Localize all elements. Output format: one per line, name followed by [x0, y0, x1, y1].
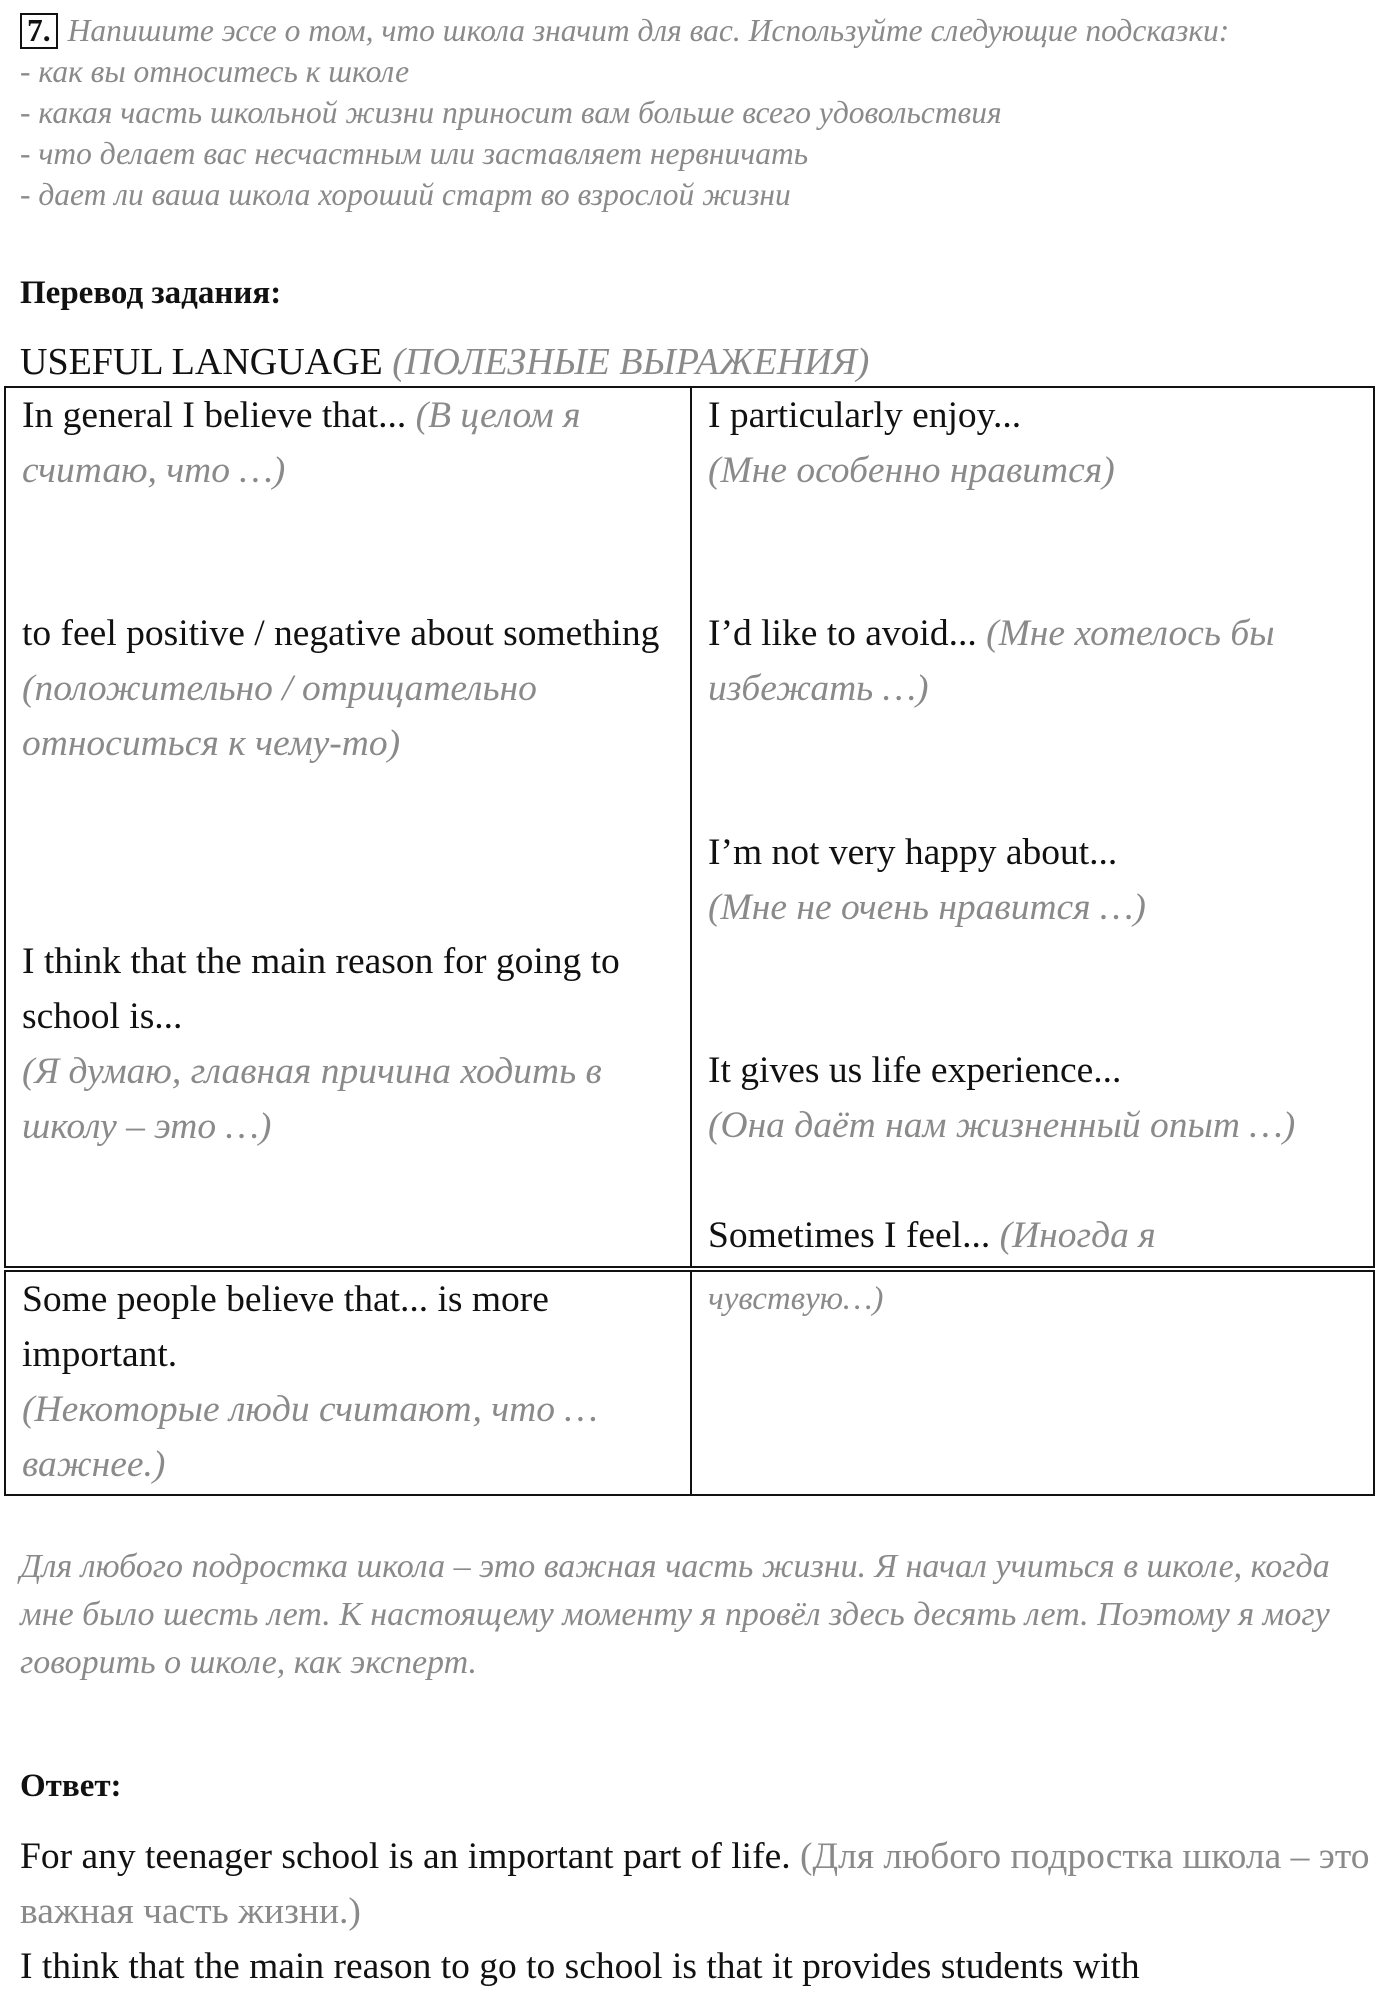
answer-heading: Ответ:: [20, 1768, 122, 1804]
phrase-en: Some people believe that... is more important.: [22, 1279, 549, 1375]
task-intro: Напишите эссе о том, что школа значит для вас. Используйте следующие подсказки:: [67, 13, 1230, 48]
phrase-en: I’d like to avoid...: [708, 613, 977, 654]
phrase-ru: чувствую…): [708, 1281, 884, 1317]
phrase-en: It gives us life experience...: [708, 1050, 1122, 1091]
phrase-en: I’m not very happy about...: [708, 832, 1118, 873]
phrase-item: [708, 1043, 1373, 1153]
answer-sentence-en: For any teenager school is an important part of life.: [20, 1836, 791, 1877]
task-hint: - какая часть школьной жизни приносит вам больше всего удовольствия: [20, 95, 1002, 130]
phrase-en: Sometimes I feel...: [708, 1215, 991, 1256]
phrase-ru: (Я думаю, главная причина ходить в школу – это …): [22, 1051, 602, 1147]
phrase-item: [22, 1272, 682, 1492]
phrase-item: [708, 825, 1373, 935]
phrase-ru: (Мне хотелось бы избежать …): [708, 613, 1275, 709]
table-left-column: [6, 388, 692, 1266]
answer-sentence-en: I think that the main reason to go to school is that it provides students with: [20, 1946, 1140, 1987]
table-left-column: [6, 1272, 692, 1494]
task-number: 7.: [20, 13, 58, 49]
phrase-en: I particularly enjoy...: [708, 395, 1022, 436]
phrase-item: [708, 1208, 1373, 1263]
table-right-column: [692, 388, 1373, 1266]
phrase-ru: (Мне не очень нравится …): [708, 887, 1146, 928]
phrase-item: [708, 606, 1373, 716]
phrase-en: I think that the main reason for going to school is...: [22, 941, 620, 1037]
phrase-item: [22, 606, 682, 771]
phrase-en: to feel positive / negative about something: [22, 613, 660, 654]
task-hint: - как вы относитесь к школе: [20, 54, 410, 89]
answer-sentence-ru: (Для любого подростка школа – это важная часть жизни.): [20, 1836, 1370, 1932]
answer-text: [20, 1829, 1390, 1994]
essay-ru: Для любого подростка школа – это важная часть жизни. Я начал учиться в школе, когда мне было шесть лет. К настоящему моменту я провёл здесь десять лет. Поэтому я могу говорить о школе, как эксперт.: [20, 1548, 1330, 1681]
phrase-item: [22, 388, 682, 498]
phrase-ru: (Она даёт нам жизненный опыт …): [708, 1105, 1296, 1146]
task-intro-line: [20, 13, 1229, 48]
phrase-en: In general I believe that...: [22, 395, 407, 436]
useful-language-title-ru: (ПОЛЕЗНЫЕ ВЫРАЖЕНИЯ): [392, 341, 870, 383]
phrase-item: [708, 388, 1373, 498]
translation-heading: Перевод задания:: [20, 275, 282, 311]
table-right-column: [692, 1272, 1373, 1494]
phrase-ru: (Иногда я: [999, 1215, 1156, 1256]
task-hint: - что делает вас несчастным или заставляет нервничать: [20, 136, 809, 171]
phrase-ru: (Мне особенно нравится): [708, 450, 1115, 491]
phrase-item: [708, 1272, 1373, 1327]
task-hint: - дает ли ваша школа хороший старт во взрослой жизни: [20, 177, 791, 212]
useful-language-title: [20, 338, 869, 386]
task-block: [20, 10, 1390, 215]
phrase-ru: (В целом я считаю, что …): [22, 395, 581, 491]
phrase-ru: (положительно / отрицательно относиться к чему-то): [22, 668, 537, 764]
phrase-ru: (Некоторые люди считают, что … важнее.): [22, 1389, 598, 1485]
phrase-item: [22, 934, 682, 1154]
useful-language-title-en: USEFUL LANGUAGE: [20, 341, 383, 383]
useful-language-table-continued: [4, 1270, 1375, 1496]
useful-language-table: [4, 386, 1375, 1268]
